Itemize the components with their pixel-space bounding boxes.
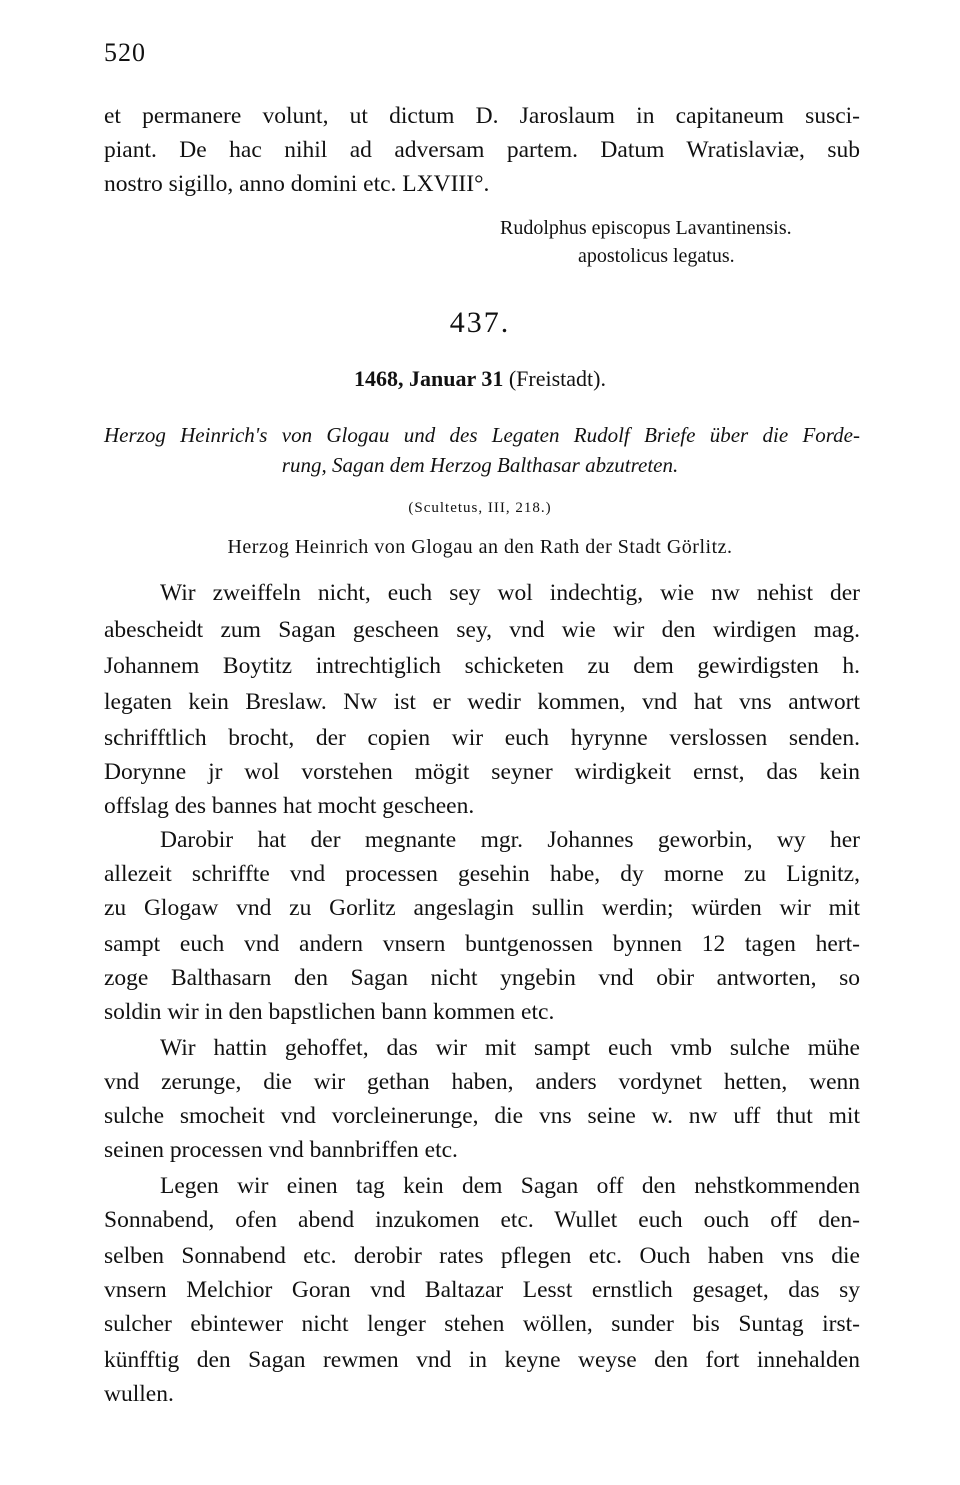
text-line: et permanere volunt, ut dictum D. Jaroslaum in capitaneum susci- bbox=[104, 103, 860, 129]
text-line: piant. De hac nihil ad adversam partem. Datum Wratislaviæ, sub bbox=[104, 137, 860, 163]
text-line: Darobir hat der megnante mgr. Johannes geworbin, wy her bbox=[160, 827, 860, 853]
text-line: künfftig den Sagan rewmen vnd in keyne weyse den fort innehalden bbox=[104, 1347, 860, 1373]
regest-line: Herzog Heinrich's von Glogau und des Legaten Rudolf Briefe über die Forde- bbox=[104, 423, 860, 447]
text-line: vnsern Melchior Goran vnd Baltazar Lesst ernstlich gesaget, das sy bbox=[104, 1277, 860, 1303]
text-line: zu Glogaw vnd zu Gorlitz angeslagin sullin werdin; würden wir mit bbox=[104, 895, 860, 921]
text-line: Wir hattin gehoffet, das wir mit sampt euch vmb sulche mühe bbox=[160, 1035, 860, 1061]
signature-line: apostolicus legatus. bbox=[578, 245, 735, 267]
text-line: seinen processen vnd bannbriffen etc. bbox=[104, 1137, 458, 1163]
text-line: sulcher ebintewer nicht lenger stehen wöllen, sunder bis Suntag irst- bbox=[104, 1311, 860, 1337]
text-line: Sonnabend, ofen abend inzukomen etc. Wullet euch ouch off den- bbox=[104, 1207, 860, 1233]
text-line: Dorynne jr wol vorstehen mögit seyner wirdigkeit ernst, das kein bbox=[104, 759, 860, 785]
regest-line: rung, Sagan dem Herzog Balthasar abzutreten. bbox=[281, 453, 679, 477]
text-line: soldin wir in den bapstlichen bann kommen etc. bbox=[104, 999, 555, 1025]
letter-heading: Herzog Heinrich von Glogau an den Rath der Stadt Görlitz. bbox=[227, 536, 733, 558]
document-number: 437. bbox=[449, 306, 511, 339]
text-line: nostro sigillo, anno domini etc. LXVIII°. bbox=[104, 171, 490, 197]
text-line: schrifftlich brocht, der copien wir euch hyrynne verslossen senden. bbox=[104, 725, 860, 751]
text-line: abescheidt zum Sagan gescheen sey, vnd wie wir den wirdigen mag. bbox=[104, 617, 860, 643]
text-line: Wir zweiffeln nicht, euch sey wol indechtig, wie nw nehist der bbox=[160, 580, 860, 606]
text-line: sulche smocheit vnd vorcleinerunge, die vns seine w. nw uff thut mit bbox=[104, 1103, 860, 1129]
text-line: zoge Balthasarn den Sagan nicht yngebin vnd obir antworten, so bbox=[104, 965, 860, 991]
date-text: 1468, Januar 31 bbox=[354, 366, 504, 391]
page-number: 520 bbox=[104, 38, 146, 67]
text-line: Johannem Boytitz intrechtiglich schicketen zu dem gewirdigsten h. bbox=[104, 653, 860, 679]
place-text: (Freistadt). bbox=[508, 366, 606, 391]
text-line: vnd zerunge, die wir gethan haben, anders vordynet hetten, wenn bbox=[104, 1069, 860, 1095]
signature-line: Rudolphus episcopus Lavantinensis. bbox=[500, 217, 792, 239]
text-line: offslag des bannes hat mocht gescheen. bbox=[104, 793, 475, 819]
source-reference: (Scultetus, III, 218.) bbox=[408, 500, 552, 516]
text-line: allezeit schriffte vnd processen gesehin habe, dy morne zu Lignitz, bbox=[104, 861, 860, 887]
text-line: legaten kein Breslaw. Nw ist er wedir kommen, vnd hat vns antwort bbox=[104, 689, 860, 715]
text-line: Legen wir einen tag kein dem Sagan off den nehstkommenden bbox=[160, 1173, 860, 1199]
text-line: sampt euch vnd andern vnsern buntgenossen bynnen 12 tagen hert- bbox=[104, 931, 860, 957]
text-line: wullen. bbox=[104, 1381, 174, 1407]
document-date bbox=[0, 366, 960, 392]
text-line: selben Sonnabend etc. derobir rates pflegen etc. Ouch haben vns die bbox=[104, 1243, 860, 1269]
